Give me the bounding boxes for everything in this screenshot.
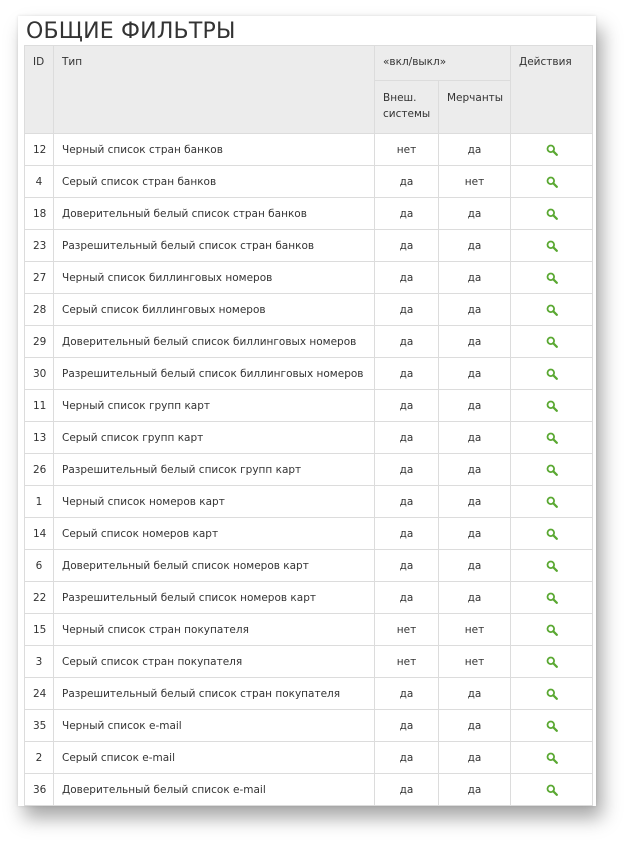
row-type: Разрешительный белый список групп карт bbox=[54, 454, 375, 486]
search-icon[interactable] bbox=[546, 176, 558, 188]
row-external-status: да bbox=[375, 678, 439, 710]
row-merchants-status: да bbox=[439, 582, 511, 614]
table-row bbox=[25, 742, 593, 774]
search-icon[interactable] bbox=[546, 688, 558, 700]
row-id: 36 bbox=[25, 774, 54, 806]
row-id: 1 bbox=[25, 486, 54, 518]
row-actions bbox=[511, 774, 593, 806]
row-actions bbox=[511, 262, 593, 294]
table-header bbox=[25, 46, 593, 134]
row-external-status: да bbox=[375, 518, 439, 550]
filters-table bbox=[24, 45, 593, 806]
row-id: 22 bbox=[25, 582, 54, 614]
search-icon[interactable] bbox=[546, 752, 558, 764]
table-row bbox=[25, 678, 593, 710]
search-icon[interactable] bbox=[546, 432, 558, 444]
row-id: 2 bbox=[25, 742, 54, 774]
row-external-status: да bbox=[375, 550, 439, 582]
page-title: ОБЩИЕ ФИЛЬТРЫ bbox=[26, 19, 236, 44]
row-merchants-status: да bbox=[439, 742, 511, 774]
row-merchants-status: нет bbox=[439, 646, 511, 678]
row-type: Черный список стран банков bbox=[54, 134, 375, 166]
row-id: 13 bbox=[25, 422, 54, 454]
row-id: 11 bbox=[25, 390, 54, 422]
row-type: Серый список стран покупателя bbox=[54, 646, 375, 678]
row-type: Черный список групп карт bbox=[54, 390, 375, 422]
row-merchants-status: да bbox=[439, 774, 511, 806]
row-external-status: да bbox=[375, 326, 439, 358]
row-merchants-status: да bbox=[439, 390, 511, 422]
row-id: 14 bbox=[25, 518, 54, 550]
table-body bbox=[25, 134, 593, 806]
row-external-status: нет bbox=[375, 134, 439, 166]
row-actions bbox=[511, 550, 593, 582]
row-type: Доверительный белый список биллинговых номеров bbox=[54, 326, 375, 358]
row-actions bbox=[511, 422, 593, 454]
row-id: 15 bbox=[25, 614, 54, 646]
row-type: Серый список e-mail bbox=[54, 742, 375, 774]
row-merchants-status: нет bbox=[439, 166, 511, 198]
row-type: Черный список стран покупателя bbox=[54, 614, 375, 646]
column-header-actions: Действия bbox=[511, 46, 593, 134]
row-external-status: нет bbox=[375, 646, 439, 678]
table-row bbox=[25, 646, 593, 678]
row-merchants-status: да bbox=[439, 678, 511, 710]
column-header-toggle-group: «вкл/выкл» bbox=[375, 46, 511, 81]
search-icon[interactable] bbox=[546, 656, 558, 668]
column-header-type[interactable]: Тип bbox=[54, 46, 375, 134]
search-icon[interactable] bbox=[546, 368, 558, 380]
row-merchants-status: да bbox=[439, 358, 511, 390]
row-type: Разрешительный белый список биллинговых номеров bbox=[54, 358, 375, 390]
row-actions bbox=[511, 326, 593, 358]
search-icon[interactable] bbox=[546, 304, 558, 316]
row-actions bbox=[511, 518, 593, 550]
row-actions bbox=[511, 134, 593, 166]
row-type: Черный список биллинговых номеров bbox=[54, 262, 375, 294]
row-id: 26 bbox=[25, 454, 54, 486]
row-actions bbox=[511, 198, 593, 230]
search-icon[interactable] bbox=[546, 592, 558, 604]
table-row bbox=[25, 198, 593, 230]
row-external-status: да bbox=[375, 486, 439, 518]
search-icon[interactable] bbox=[546, 528, 558, 540]
row-external-status: да bbox=[375, 742, 439, 774]
row-actions bbox=[511, 486, 593, 518]
row-actions bbox=[511, 678, 593, 710]
table-row bbox=[25, 358, 593, 390]
table-row bbox=[25, 550, 593, 582]
row-actions bbox=[511, 358, 593, 390]
row-type: Серый список номеров карт bbox=[54, 518, 375, 550]
row-external-status: да bbox=[375, 454, 439, 486]
row-type: Серый список групп карт bbox=[54, 422, 375, 454]
table-row bbox=[25, 262, 593, 294]
search-icon[interactable] bbox=[546, 464, 558, 476]
row-merchants-status: да bbox=[439, 550, 511, 582]
search-icon[interactable] bbox=[546, 560, 558, 572]
row-id: 6 bbox=[25, 550, 54, 582]
row-external-status: да bbox=[375, 422, 439, 454]
table-row bbox=[25, 614, 593, 646]
column-header-external-systems[interactable]: Внеш. системы bbox=[375, 81, 439, 134]
row-id: 30 bbox=[25, 358, 54, 390]
table-row bbox=[25, 326, 593, 358]
table-row bbox=[25, 774, 593, 806]
search-icon[interactable] bbox=[546, 240, 558, 252]
row-external-status: да bbox=[375, 710, 439, 742]
table-row bbox=[25, 518, 593, 550]
search-icon[interactable] bbox=[546, 272, 558, 284]
row-actions bbox=[511, 294, 593, 326]
table-row bbox=[25, 230, 593, 262]
row-actions bbox=[511, 646, 593, 678]
row-actions bbox=[511, 742, 593, 774]
row-external-status: да bbox=[375, 390, 439, 422]
search-icon[interactable] bbox=[546, 400, 558, 412]
table-row bbox=[25, 454, 593, 486]
row-type: Серый список стран банков bbox=[54, 166, 375, 198]
table-row bbox=[25, 390, 593, 422]
row-merchants-status: да bbox=[439, 294, 511, 326]
row-type: Разрешительный белый список стран банков bbox=[54, 230, 375, 262]
row-external-status: да bbox=[375, 198, 439, 230]
row-type: Разрешительный белый список номеров карт bbox=[54, 582, 375, 614]
row-merchants-status: да bbox=[439, 230, 511, 262]
row-id: 24 bbox=[25, 678, 54, 710]
row-merchants-status: да bbox=[439, 486, 511, 518]
row-id: 23 bbox=[25, 230, 54, 262]
table-row bbox=[25, 486, 593, 518]
row-id: 4 bbox=[25, 166, 54, 198]
row-external-status: да bbox=[375, 262, 439, 294]
search-icon[interactable] bbox=[546, 624, 558, 636]
row-merchants-status: да bbox=[439, 422, 511, 454]
row-type: Черный список номеров карт bbox=[54, 486, 375, 518]
search-icon[interactable] bbox=[546, 496, 558, 508]
row-id: 27 bbox=[25, 262, 54, 294]
row-external-status: да bbox=[375, 166, 439, 198]
filters-panel bbox=[18, 16, 596, 806]
row-type: Разрешительный белый список стран покупателя bbox=[54, 678, 375, 710]
table-row bbox=[25, 582, 593, 614]
table-row bbox=[25, 166, 593, 198]
row-id: 29 bbox=[25, 326, 54, 358]
row-merchants-status: да bbox=[439, 710, 511, 742]
column-header-merchants[interactable]: Мерчанты bbox=[439, 81, 511, 134]
row-type: Доверительный белый список e-mail bbox=[54, 774, 375, 806]
row-type: Серый список биллинговых номеров bbox=[54, 294, 375, 326]
row-id: 18 bbox=[25, 198, 54, 230]
row-merchants-status: да bbox=[439, 454, 511, 486]
row-merchants-status: нет bbox=[439, 614, 511, 646]
row-actions bbox=[511, 230, 593, 262]
row-actions bbox=[511, 166, 593, 198]
row-id: 35 bbox=[25, 710, 54, 742]
row-id: 12 bbox=[25, 134, 54, 166]
table-row bbox=[25, 422, 593, 454]
row-merchants-status: да bbox=[439, 198, 511, 230]
row-id: 28 bbox=[25, 294, 54, 326]
row-actions bbox=[511, 454, 593, 486]
row-id: 3 bbox=[25, 646, 54, 678]
row-external-status: нет bbox=[375, 614, 439, 646]
row-actions bbox=[511, 710, 593, 742]
row-external-status: да bbox=[375, 582, 439, 614]
row-merchants-status: да bbox=[439, 262, 511, 294]
row-external-status: да bbox=[375, 358, 439, 390]
row-external-status: да bbox=[375, 774, 439, 806]
row-merchants-status: да bbox=[439, 518, 511, 550]
table-row bbox=[25, 134, 593, 166]
row-merchants-status: да bbox=[439, 134, 511, 166]
row-type: Черный список e-mail bbox=[54, 710, 375, 742]
row-type: Доверительный белый список стран банков bbox=[54, 198, 375, 230]
row-actions bbox=[511, 582, 593, 614]
row-type: Доверительный белый список номеров карт bbox=[54, 550, 375, 582]
row-external-status: да bbox=[375, 294, 439, 326]
search-icon[interactable] bbox=[546, 720, 558, 732]
search-icon[interactable] bbox=[546, 208, 558, 220]
row-actions bbox=[511, 390, 593, 422]
row-merchants-status: да bbox=[439, 326, 511, 358]
row-actions bbox=[511, 614, 593, 646]
search-icon[interactable] bbox=[546, 336, 558, 348]
column-header-id[interactable]: ID bbox=[25, 46, 54, 134]
row-external-status: да bbox=[375, 230, 439, 262]
search-icon[interactable] bbox=[546, 784, 558, 796]
table-row bbox=[25, 294, 593, 326]
table-row bbox=[25, 710, 593, 742]
search-icon[interactable] bbox=[546, 144, 558, 156]
